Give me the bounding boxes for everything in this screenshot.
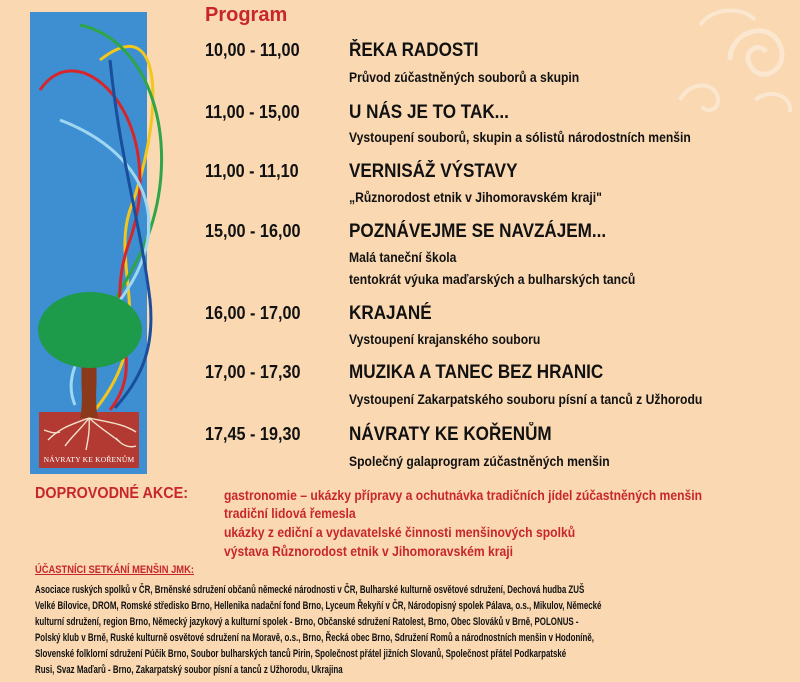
participants-line: Velké Bílovice, DROM, Romské středisko Brno, Hellenika nadační fond Brno, Lyceum Řekyňí v ČR, Národopisný spolek Pálava, o.s., Mikulov, Německé	[35, 600, 602, 612]
participants-line: Rusi, Svaz Maďarů - Brno, Zakarpatský soubor písní a tanců z Užhorodu, Ukrajina	[35, 664, 343, 676]
participants-label: ÚČASTNÍCI SETKÁNÍ MENŠIN JMK:	[35, 564, 194, 576]
program-title: Program	[205, 4, 288, 26]
tree-illustration	[20, 0, 190, 470]
event-title: MUZIKA A TANEC BEZ HRANIC	[349, 362, 604, 383]
event-time: 16,00 - 17,00	[205, 303, 301, 323]
event-title: ŘEKA RADOSTI	[349, 40, 479, 61]
event-time: 17,45 - 19,30	[205, 424, 301, 444]
participants-line: Polský klub v Brně, Ruské kulturně osvětové sdružení na Moravě, o.s., Brno, Řecká obec Brno, Sdružení Romů a národnostních menšin v Hodoníně,	[35, 632, 594, 644]
event-desc: tentokrát výuka maďarských a bulharských tanců	[349, 272, 636, 287]
event-title: U NÁS JE TO TAK...	[349, 102, 509, 123]
event-title: NÁVRATY KE KOŘENŮM	[349, 424, 552, 445]
event-desc: Vystoupení Zakarpatského souboru písní a tanců z Užhorodu	[349, 392, 703, 407]
accompanying-item: výstava Různorodost etnik v Jihomoravském kraji	[224, 544, 514, 559]
tree-roots	[44, 418, 136, 450]
accompanying-item: tradiční lidová řemesla	[224, 506, 356, 521]
event-time: 10,00 - 11,00	[205, 40, 300, 60]
event-time: 11,00 - 15,00	[205, 102, 300, 122]
event-title: POZNÁVEJME SE NAVZÁJEM...	[349, 221, 607, 242]
event-title: VERNISÁŽ VÝSTAVY	[349, 161, 518, 182]
event-time: 17,00 - 17,30	[205, 362, 301, 382]
event-desc: „Různorodost etnik v Jihomoravském kraji"	[349, 190, 602, 205]
event-time: 11,00 - 11,10	[205, 161, 299, 181]
participants-line: Slovenské folklorní sdružení Púčik Brno, Soubor bulharských tanců Pirin, Společnost přátel jižních Slovanů, Společnost přátel Podkarpatské	[35, 648, 567, 660]
event-desc: Společný galaprogram zúčastněných menšin	[349, 454, 610, 469]
event-desc: Průvod zúčastněných souborů a skupin	[349, 70, 580, 85]
participants-line: kulturní sdružení, region Brno, Německý jazykový a kulturní spolek - Brno, Občanské sdružení Ratolest, Brno, Obec Slováků v Brně, POLONUS -	[35, 616, 579, 628]
accompanying-label: DOPROVODNÉ AKCE:	[35, 485, 189, 502]
tree-crown	[38, 292, 142, 368]
accompanying-item: ukázky z ediční a vydavatelské činnosti menšinových spolků	[224, 525, 576, 540]
accompanying-item: gastronomie – ukázky přípravy a ochutnávka tradičních jídel zúčastněných menšin	[224, 488, 703, 503]
tree-trunk	[80, 360, 98, 418]
event-time: 15,00 - 16,00	[205, 221, 301, 241]
decorative-swirl	[660, 0, 800, 120]
participants-line: Asociace ruských spolků v ČR, Brněnské sdružení občanů německé národnosti v ČR, Bulharské kulturně osvětové sdružení, Dechová hudba ZUŠ	[35, 584, 585, 596]
event-desc: Vystoupení souborů, skupin a sólistů národostních menšin	[349, 130, 691, 145]
logo-text: NÁVRATY KE KOŘENŮM	[43, 455, 135, 464]
event-desc: Malá taneční škola	[349, 250, 457, 265]
event-desc: Vystoupení krajanského souboru	[349, 332, 541, 347]
event-title: KRAJANÉ	[349, 303, 432, 324]
